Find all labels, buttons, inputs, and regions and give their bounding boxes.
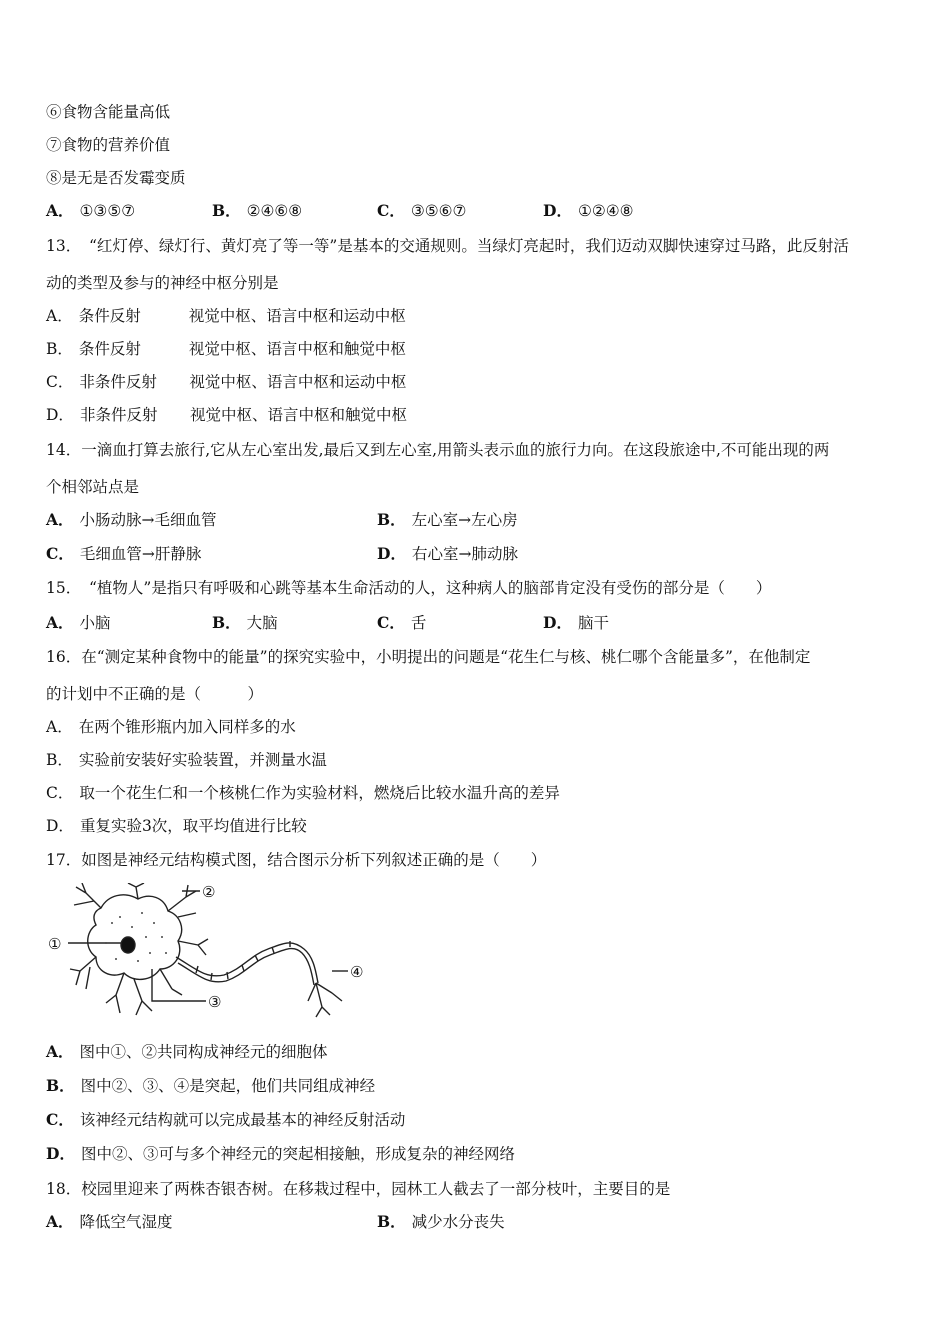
q16-option-b: B． 实验前安装好实验装置，并测量水温 (46, 751, 327, 769)
prev-item-7: ⑦食物的营养价值 (46, 136, 171, 154)
nucleus (121, 937, 135, 953)
q13-stem-line1: 13． “红灯停、绿灯行、黄灯亮了等一等”是基本的交通规则。当绿灯亮起时，我们迈动双脚快速穿过马路，此反射活 (46, 237, 849, 255)
q15-stem: 15． “植物人”是指只有呼吸和心跳等基本生命活动的人，这种病人的脑部肯定没有受伤的部分是（ ） (46, 579, 772, 597)
q17-stem: 17．如图是神经元结构模式图，结合图示分析下列叙述正确的是（ ） (46, 851, 547, 869)
q13-stem-line2: 动的类型及参与的神经中枢分别是 (46, 274, 279, 292)
q15-option-a: A． 小脑 (46, 613, 111, 632)
q17-option-d: D． 图中②、③可与多个神经元的突起相接触，形成复杂的神经网络 (46, 1144, 515, 1163)
q14-option-d: D． 右心室→肺动脉 (377, 544, 518, 563)
label-4: ④ (350, 963, 364, 981)
label-3: ③ (208, 993, 222, 1011)
q16-option-a: A． 在两个锥形瓶内加入同样多的水 (46, 718, 296, 736)
q14-option-b: B． 左心室→左心房 (377, 510, 518, 529)
prev-option-b: B． ②④⑥⑧ (212, 201, 303, 220)
q17-option-b: B． 图中②、③、④是突起，他们共同组成神经 (46, 1076, 376, 1095)
q18-option-b: B． 减少水分丧失 (377, 1212, 505, 1231)
q14-stem-line2: 个相邻站点是 (46, 478, 140, 496)
prev-item-8: ⑧是无是否发霉变质 (46, 169, 186, 187)
q13-option-d: D． 非条件反射 视觉中枢、语言中枢和触觉中枢 (46, 406, 407, 424)
neuron-diagram (46, 883, 376, 1028)
q17-option-a: A． 图中①、②共同构成神经元的细胞体 (46, 1042, 328, 1061)
prev-option-a: A． ①③⑤⑦ (46, 201, 136, 220)
q18-stem: 18．校园里迎来了两株杏银杏树。在移栽过程中，园林工人截去了一部分枝叶，主要目的是 (46, 1180, 671, 1198)
q16-stem-line2: 的计划中不正确的是（ ） (46, 685, 264, 703)
q16-option-c: C． 取一个花生仁和一个核桃仁作为实验材料，燃烧后比较水温升高的差异 (46, 784, 560, 802)
q14-stem-line1: 14．一滴血打算去旅行,它从左心室出发,最后又到左心室,用箭头表示血的旅行力向。在这段旅途中,不可能出现的两 (46, 441, 830, 459)
q13-option-c: C． 非条件反射 视觉中枢、语言中枢和运动中枢 (46, 373, 407, 391)
q13-option-b: B． 条件反射 视觉中枢、语言中枢和触觉中枢 (46, 340, 406, 358)
q15-option-d: D． 脑干 (543, 613, 609, 632)
q18-option-a: A． 降低空气湿度 (46, 1212, 173, 1231)
q14-option-a: A． 小肠动脉→毛细血管 (46, 510, 217, 529)
prev-item-6: ⑥食物含能量高低 (46, 103, 171, 121)
q14-option-c: C． 毛细血管→肝静脉 (46, 544, 202, 563)
q17-option-c: C． 该神经元结构就可以完成最基本的神经反射活动 (46, 1110, 406, 1129)
cell-body (88, 895, 182, 980)
neuron-figure (46, 883, 376, 1028)
prev-option-c: C． ③⑤⑥⑦ (377, 201, 467, 220)
q15-option-c: C． 舌 (377, 613, 427, 632)
q15-option-b: B． 大脑 (212, 613, 278, 632)
q16-stem-line1: 16．在“测定某种食物中的能量”的探究实验中，小明提出的问题是“花生仁与核、桃仁哪个含能量多”，在他制定 (46, 648, 811, 666)
axon-terminal (308, 983, 342, 1017)
q13-option-a: A． 条件反射 视觉中枢、语言中枢和运动中枢 (46, 307, 406, 325)
prev-option-d: D． ①②④⑧ (543, 201, 634, 220)
q16-option-d: D． 重复实验3次，取平均值进行比较 (46, 817, 307, 835)
label-2: ② (202, 883, 216, 901)
label-1: ① (48, 935, 62, 953)
